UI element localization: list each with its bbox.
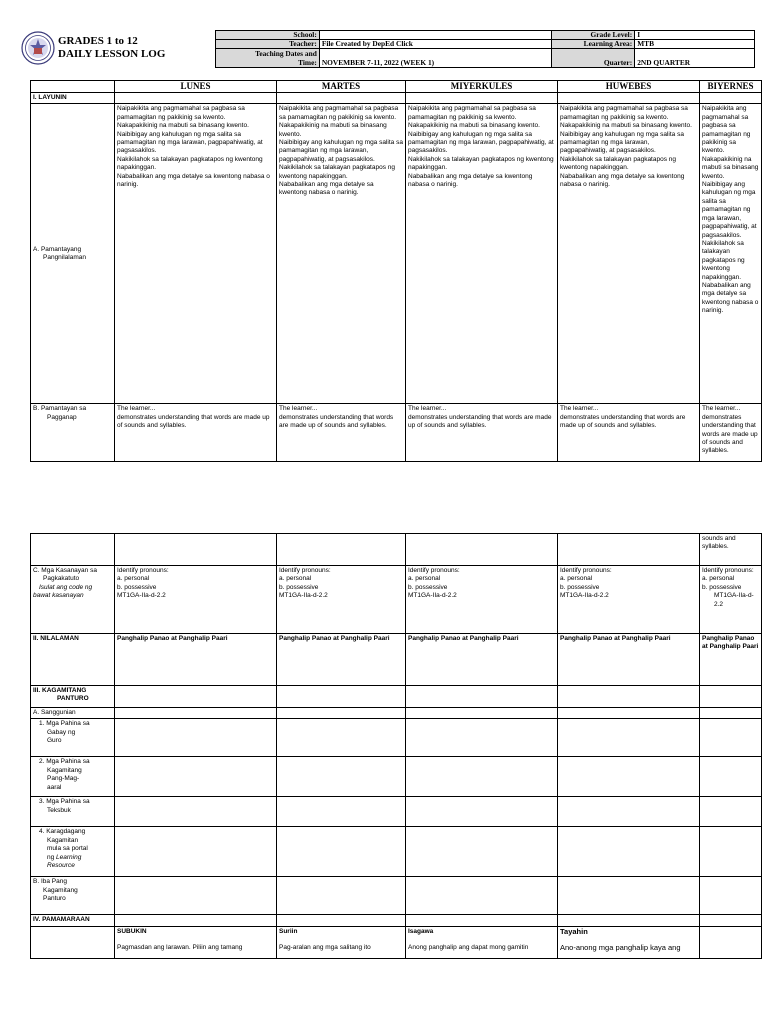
pang-line: Nakapakikinig na mabuti sa binasang kwento. (117, 122, 249, 130)
section-nilalaman: II. NILALAMAN (31, 634, 115, 686)
pang-line: Naipakikita ang pagmamahal sa pagbasa sa pamamagitan ng pakikinig sa kwento. (117, 105, 245, 121)
nilalaman-cell-martes: Panghalip Panao at Panghalip Paari (277, 634, 406, 686)
pang-cell-lunes (115, 104, 277, 404)
lesson-table-page-2 (30, 533, 762, 959)
lesson-table-page-1 (30, 80, 762, 462)
row-label-kasanayan: C. Mga Kasanayan sa Pagkakatuto Isulat ang code ng bawat kasanayan (31, 566, 115, 634)
proc-cell-miyerkules: Isagawa Anong panghalip ang dapat mong gamitin (406, 926, 558, 958)
kasanayan-cell-miyerkules: Identify pronouns: a. personal b. possessive MT1GA-IIa-d-2.2 (406, 566, 558, 634)
row-label-iba-pang-kagamitan: B. Iba Pang Kagamitang Panturo (31, 877, 115, 915)
kasanayan-cell-biyernes: Identify pronouns: a. personal b. possessive MT1GA-IIa-d-2.2 (700, 566, 762, 634)
pang-line: Naipakikita ang pagmamahal sa pagbasa sa pamamagitan ng pakikinig sa kwento. (702, 105, 751, 155)
pang-line: Nakikilahok sa talakayan pagkatapos ng kwentong napakinggan. (117, 155, 263, 172)
day-header-lunes: LUNES (115, 81, 277, 93)
proc-cell-martes: Suriin Pag-aralan ang mga salitang ito (277, 926, 406, 958)
pang-line: Naibibigay ang kahulugan ng mga salita sa pamamagitan ng mga larawan, pagpapahiwatig, at pagsasakilos. (408, 130, 554, 155)
pang-line: Nababalikan ang mga detalye sa kwentong nabasa o narinig. (560, 172, 685, 189)
nilalaman-cell-miyerkules: Panghalip Panao at Panghalip Paari (406, 634, 558, 686)
pagganap-continued-biyernes: sounds and syllables. (700, 534, 762, 566)
pagganap-cell-lunes: The learner... demonstrates understanding that words are made up of sounds and syllables. (115, 404, 277, 462)
school-label: School: (216, 31, 320, 40)
pang-line: Naibibigay ang kahulugan ng mga salita sa pamamagitan ng mga larawan, pagpapahiwatig, at pagsasakilos. (117, 130, 263, 155)
pang-line: Nababalikan ang mga detalye sa kwentong nabasa o narinig. (117, 172, 270, 189)
pang-line: Nakapakikinig na mabuti sa binasang kwento. (702, 155, 759, 180)
grade-level-value: I (635, 31, 755, 40)
teacher-label: Teacher: (216, 40, 320, 49)
pang-cell-miyerkules (406, 104, 558, 404)
nilalaman-cell-huwebes: Panghalip Panao at Panghalip Paari (558, 634, 700, 686)
pang-line: Nakapakikinig na mabuti sa binasang kwento. (560, 122, 692, 130)
pang-line: Naipakikita ang pagmamahal sa pagbasa sa pamamagitan ng pakikinig sa kwento. (408, 105, 536, 121)
nilalaman-cell-lunes: Panghalip Panao at Panghalip Paari (115, 634, 277, 686)
doc-title-dll: DAILY LESSON LOG (58, 48, 166, 60)
row-label-gabay-guro: 1. Mga Pahina sa Gabay ng Guro (31, 719, 115, 757)
pang-cell-martes (277, 104, 406, 404)
row-label-pamantayan-pagganap: B. Pamantayan sa Pagganap (31, 404, 115, 462)
section-kagamitang-panturo: III. KAGAMITANG PANTURO (31, 686, 115, 708)
pang-line: Nababalikan ang mga detalye sa kwentong nabasa o narinig. (408, 172, 533, 189)
pagganap-cell-huwebes: The learner... demonstrates understanding that words are made up of sounds and syllables. (558, 404, 700, 462)
pang-cell-huwebes (558, 104, 700, 404)
pang-line: Naibibigay ang kahulugan ng mga salita sa pamamagitan ng mga larawan, pagpapahiwatig, at pagsasakilos. (702, 181, 757, 239)
day-header-biyernes: BIYERNES (700, 81, 762, 93)
learning-area-label: Learning Area: (552, 40, 635, 49)
pang-line: Nakapakikinig na mabuti sa binasang kwento. (279, 122, 387, 138)
kasanayan-cell-lunes: Identify pronouns: a. personal b. possessive MT1GA-IIa-d-2.2 (115, 566, 277, 634)
pang-line: Nababalikan ang mga detalye sa kwentong nabasa o narinig. (279, 181, 374, 197)
pang-line: Nakikilahok sa talakayan pagkatapos ng kwentong napakinggan. (408, 155, 554, 172)
pagganap-cell-martes: The learner... demonstrates understanding that words are made up of sounds and syllables. (277, 404, 406, 462)
pang-line: Naibibigay ang kahulugan ng mga salita sa pamamagitan ng mga larawan, pagpapahiwatig, at pagsasakilos. (279, 139, 403, 163)
doc-title-grades: GRADES 1 to 12 (58, 35, 138, 47)
section-layunin: I. LAYUNIN (31, 93, 115, 104)
row-label-kagamitang-mag-aaral: 2. Mga Pahina sa Kagamitang Pang-Mag- aaral (31, 757, 115, 797)
header-info-table (215, 30, 755, 68)
pagganap-cell-biyernes: The learner... demonstrates understanding that words are made up of sounds and syllables. (700, 404, 762, 462)
row-label-teksbuk: 3. Mga Pahina sa Teksbuk (31, 797, 115, 827)
pagganap-cell-miyerkules: The learner... demonstrates understanding that words are made up of sounds and syllables. (406, 404, 558, 462)
corner-cell (31, 81, 115, 93)
kasanayan-cell-huwebes: Identify pronouns: a. personal b. possessive MT1GA-IIa-d-2.2 (558, 566, 700, 634)
proc-cell-lunes: SUBUKIN Pagmasdan ang larawan. Piliin ang tamang (115, 926, 277, 958)
grade-level-label: Grade Level: (552, 31, 635, 40)
pang-cell-biyernes (700, 104, 762, 404)
day-header-martes: MARTES (277, 81, 406, 93)
kasanayan-cell-martes: Identify pronouns: a. personal b. possessive MT1GA-IIa-d-2.2 (277, 566, 406, 634)
day-header-huwebes: HUWEBES (558, 81, 700, 93)
dates-value: NOVEMBER 7-11, 2022 (WEEK 1) (319, 49, 552, 68)
row-label-pamantayang-pangnilalaman: A. Pamantayang Pangnilalaman (31, 104, 115, 404)
day-header-miyerkules: MIYERKULES (406, 81, 558, 93)
row-label-karagdagang-kagamitan: 4. Karagdagang Kagamitan mula sa portal ng Learning Resource (31, 827, 115, 877)
pang-line: Nakikilahok sa talakayan pagkatapos ng kwentong napakinggan. (560, 155, 676, 172)
pang-line: Naipakikita ang pagmamahal sa pagbasa sa pamamagitan ng pakikinig sa kwento. (560, 105, 688, 121)
proc-cell-huwebes: Tayahin Ano-anong mga panghalip kaya ang (558, 926, 700, 958)
quarter-value: 2ND QUARTER (635, 49, 755, 68)
pang-line: Nakikilahok sa talakayan pagkatapos ng kwentong napakinggan. (702, 239, 745, 281)
deped-seal-logo (21, 31, 55, 65)
nilalaman-cell-biyernes: Panghalip Panao at Panghalip Paari (700, 634, 762, 686)
pang-line: Nakikilahok sa talakayan pagkatapos ng kwentong napakinggan. (279, 164, 395, 180)
quarter-label: Quarter: (552, 49, 635, 68)
pang-line: Nababalikan ang mga detalye sa kwentong nabasa o narinig. (702, 281, 759, 315)
teacher-value: File Created by DepEd Click (319, 40, 552, 49)
section-pamamaraan: IV. PAMAMARAAN (31, 915, 115, 926)
pang-line: Nakapakikinig na mabuti sa binasang kwento. (408, 122, 540, 130)
row-label-sanggunian: A. Sanggunian (31, 708, 115, 719)
learning-area-value: MTB (635, 40, 755, 49)
dates-label: Teaching Dates and Time: (216, 49, 320, 68)
pang-line: Naibibigay ang kahulugan ng mga salita sa pamamagitan ng mga larawan, pagpapahiwatig, at pagsasakilos. (560, 130, 684, 155)
pang-line: Naipakikita ang pagmamahal sa pagbasa sa pamamagitan ng pakikinig sa kwento. (279, 105, 399, 121)
